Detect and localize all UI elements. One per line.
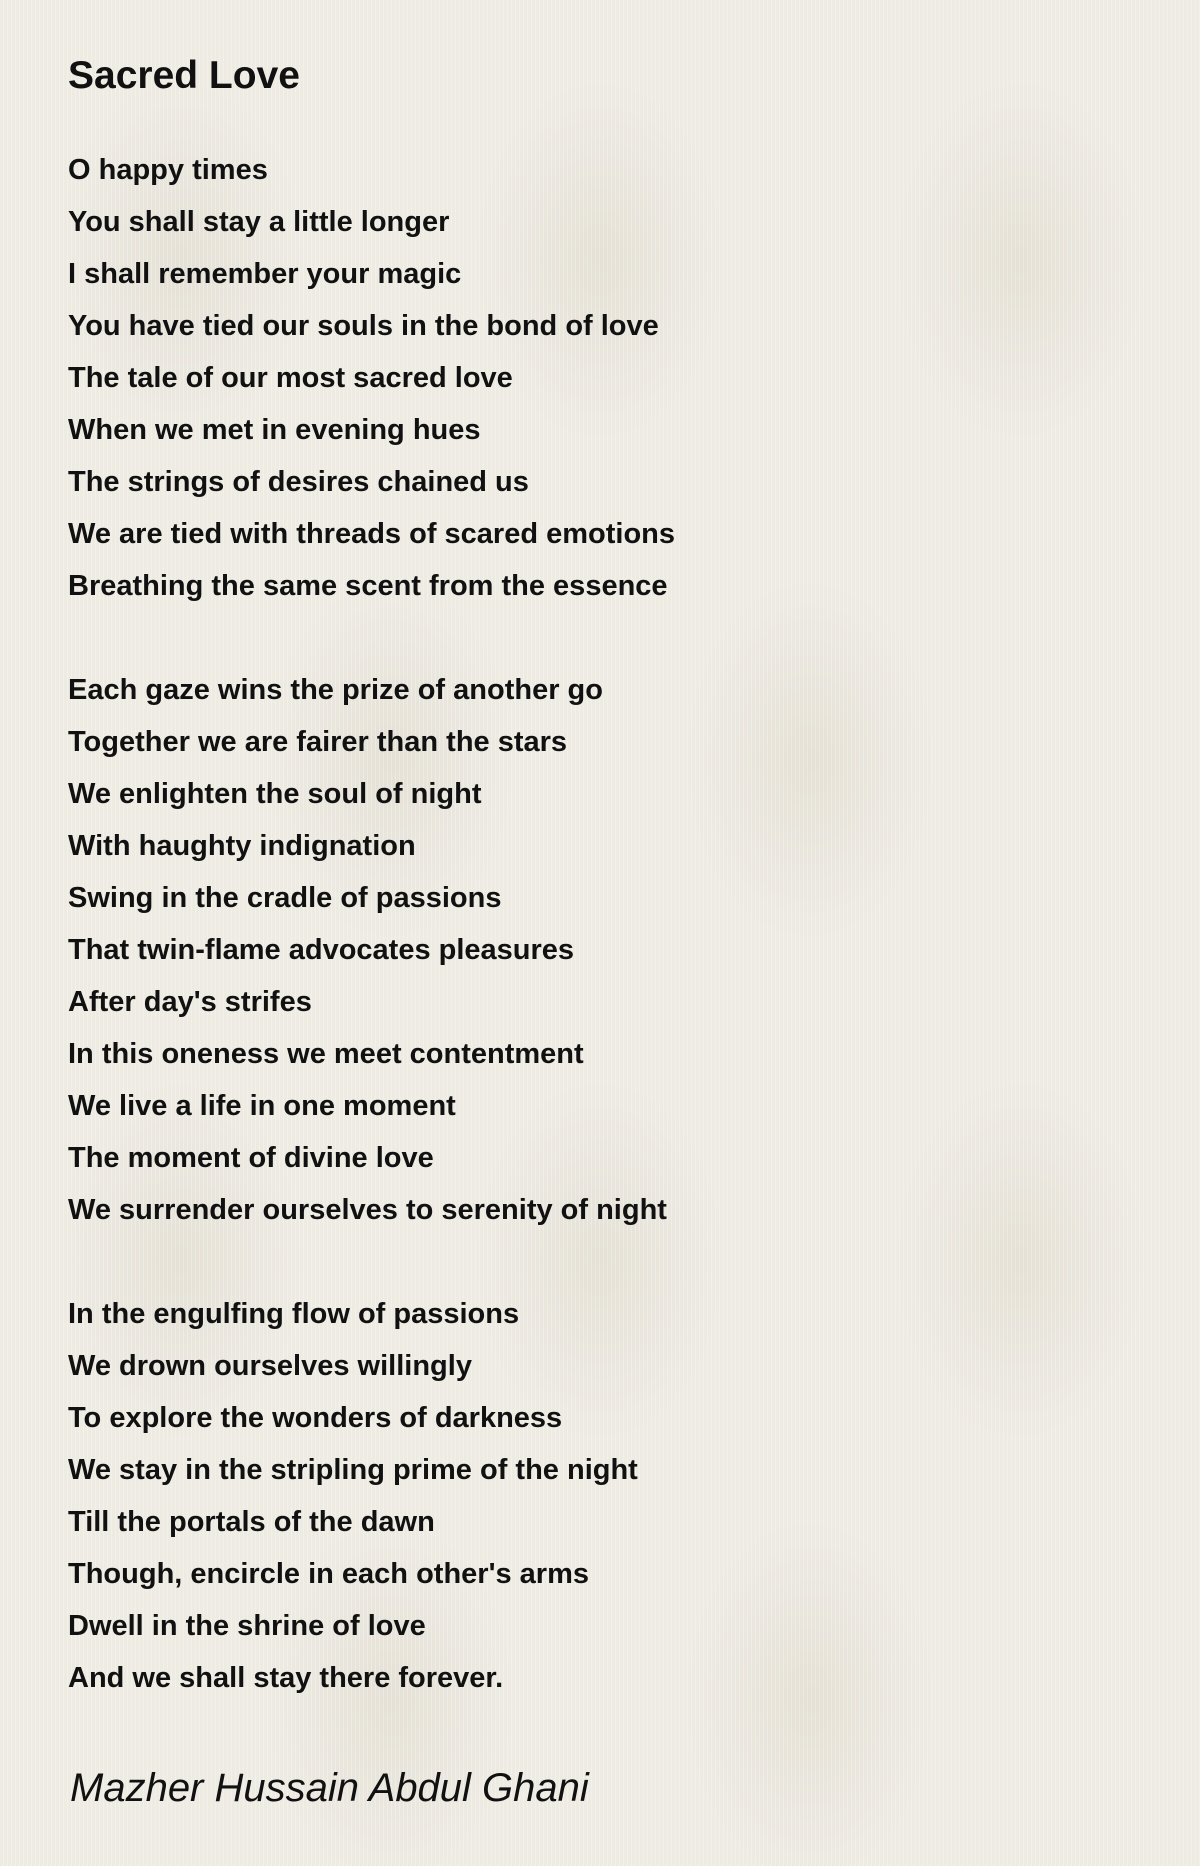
poem-line: To explore the wonders of darkness (68, 1402, 563, 1434)
poem-line: You shall stay a little longer (68, 206, 450, 238)
poem-line: Dwell in the shrine of love (68, 1610, 426, 1642)
stanza-1 (68, 144, 1168, 612)
poem-line: Swing in the cradle of passions (68, 882, 502, 914)
poem-line: We enlighten the soul of night (68, 778, 482, 810)
poem-line: In this oneness we meet contentment (68, 1038, 584, 1070)
poem-author: Mazher Hussain Abdul Ghani (70, 1766, 589, 1810)
poem-line: The moment of divine love (68, 1142, 434, 1174)
poem-line: In the engulfing flow of passions (68, 1298, 520, 1330)
poem-line: Breathing the same scent from the essence (68, 570, 668, 602)
poem-line: We are tied with threads of scared emotions (68, 518, 676, 550)
poem-line: The strings of desires chained us (68, 466, 529, 498)
poem-line: Together we are fairer than the stars (68, 726, 568, 758)
poem-line: O happy times (68, 154, 268, 186)
poem-line: When we met in evening hues (68, 414, 481, 446)
poem-line: We live a life in one moment (68, 1090, 456, 1122)
poem-line: We drown ourselves willingly (68, 1350, 472, 1382)
poem-line: Though, encircle in each other's arms (68, 1558, 589, 1590)
poem-line: With haughty indignation (68, 830, 416, 862)
stanza-2 (68, 664, 1168, 1236)
poem-line: After day's strifes (68, 986, 312, 1018)
poem-line: We surrender ourselves to serenity of night (68, 1194, 667, 1226)
poem-line: We stay in the stripling prime of the night (68, 1454, 638, 1486)
poem-line: That twin-flame advocates pleasures (68, 934, 575, 966)
poem-line: You have tied our souls in the bond of love (68, 310, 659, 342)
poem-page (68, 48, 1168, 1704)
poem-line: Till the portals of the dawn (68, 1506, 435, 1538)
poem-title: Sacred Love (68, 54, 300, 97)
poem-line: The tale of our most sacred love (68, 362, 513, 394)
stanza-3 (68, 1288, 1168, 1704)
poem-line: I shall remember your magic (68, 258, 462, 290)
poem-line: And we shall stay there forever. (68, 1662, 504, 1694)
poem-line: Each gaze wins the prize of another go (68, 674, 603, 706)
